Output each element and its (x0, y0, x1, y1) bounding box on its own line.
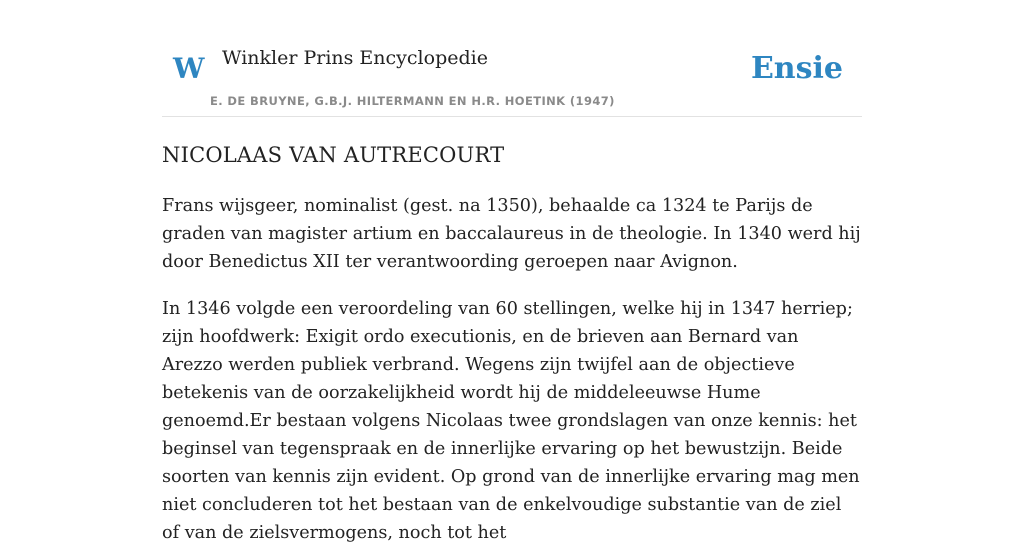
ensie-logo-link[interactable]: Ensie (750, 51, 843, 86)
source-authors: E. DE BRUYNE, G.B.J. HILTERMANN EN H.R. HOETINK (1947) (210, 94, 615, 108)
article-body (162, 138, 862, 547)
article-paragraph-1: Frans wijsgeer, nominalist (gest. na 1350), behaalde ca 1324 te Parijs de graden van magister artium en baccalaureus in de theologie. In 1340 werd hij door Benedictus XII ter verantwoording geroepen naar Avignon. (162, 196, 861, 272)
winkler-prins-logo[interactable]: W (173, 52, 205, 85)
article-headword: NICOLAAS VAN AUTRECOURT (162, 143, 505, 167)
source-title-link[interactable]: Winkler Prins Encyclopedie (222, 47, 488, 69)
article-paragraph-2: In 1346 volgde een veroordeling van 60 stellingen, welke hij in 1347 herriep; zijn hoofdwerk: Exigit ordo executionis, en de brieven aan Bernard van Arezzo werden publiek verbrand. Wegens zijn twijfel aan de objectieve betekenis van de oorzakelijkheid wordt hij de middeleeuwse Hume genoemd.Er bestaan volgens Nicolaas twee grondslagen van onze kennis: het beginsel van tegenspraak en de innerlijke ervaring op het bewustzijn. Beide soorten van kennis zijn evident. Op grond van de innerlijke ervaring mag men niet concluderen tot het bestaan van de enkelvoudige substantie van de ziel of van de zielsvermogens, noch tot het (162, 299, 860, 543)
site-header (162, 0, 862, 117)
